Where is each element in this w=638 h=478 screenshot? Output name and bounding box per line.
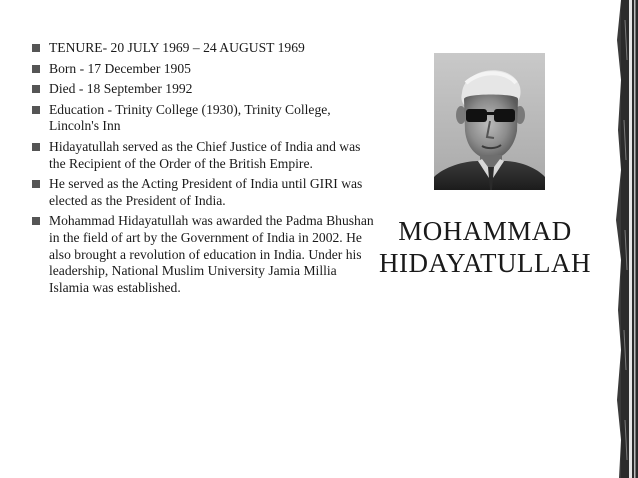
bullet-text: He served as the Acting President of India until GIRI was elected as the President of India. — [49, 176, 363, 208]
bullet-born — [30, 61, 375, 78]
bullet-acting-president — [30, 176, 375, 209]
bullet-text: Education - Trinity College (1930), Trinity College, Lincoln's Inn — [49, 101, 331, 134]
portrait-illustration — [434, 53, 545, 190]
square-bullet-icon — [32, 85, 40, 93]
bullet-died — [30, 81, 375, 98]
name-line-first: MOHAMMAD — [398, 216, 572, 246]
square-bullet-icon — [32, 143, 40, 151]
portrait-photo — [434, 53, 545, 190]
name-line-last: HIDAYATULLAH — [379, 248, 591, 278]
grunge-border-decoration — [615, 0, 638, 478]
square-bullet-icon — [32, 44, 40, 52]
bullet-padma-bhushan — [30, 213, 375, 296]
grunge-border-svg — [615, 0, 638, 478]
bullet-text: Hidayatullah served as the Chief Justice of India and was the Recipient of the Order of the British Empire. — [49, 138, 361, 171]
bullet-text: Died - 18 September 1992 — [49, 81, 193, 97]
square-bullet-icon — [32, 65, 40, 73]
bullet-tenure — [30, 40, 375, 57]
bullet-education — [30, 102, 375, 135]
bullet-text: Mohammad Hidayatullah was awarded the Padma Bhushan in the field of art by the Government of India in 2002. He also brought a revolution of education in India. Under his leadership, National Muslim University Jamia Millia Islamia was established. — [49, 213, 374, 295]
bullet-chief-justice — [30, 139, 375, 172]
square-bullet-icon — [32, 217, 40, 225]
person-name — [372, 215, 598, 279]
bullet-text: TENURE- 20 JULY 1969 – 24 AUGUST 1969 — [49, 40, 305, 55]
square-bullet-icon — [32, 106, 40, 114]
bullet-list — [30, 40, 375, 300]
square-bullet-icon — [32, 180, 40, 188]
bullet-text: Born - 17 December 1905 — [49, 60, 191, 76]
